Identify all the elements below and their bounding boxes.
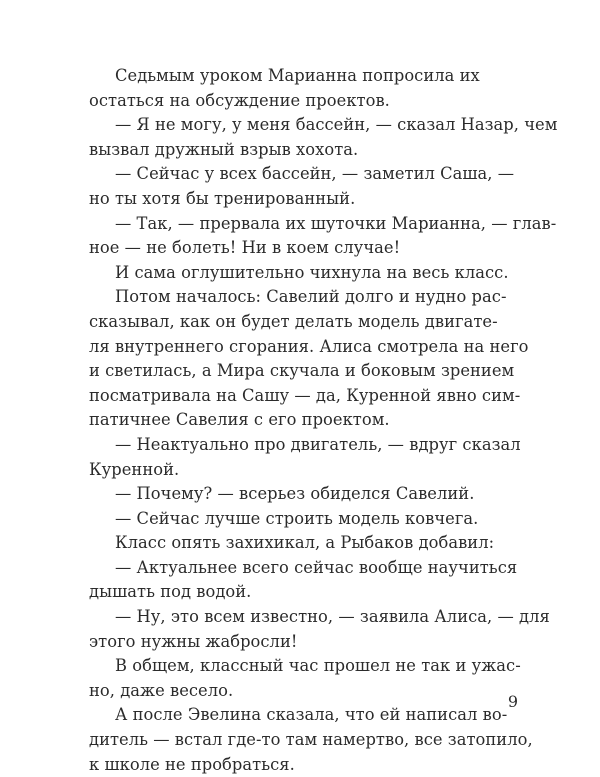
- text-line: — Сейчас лучше строить модель ковчега.: [115, 508, 479, 528]
- text-line: — Актуальнее всего сейчас вообще научиться: [115, 557, 518, 577]
- text-line: Класс опять захихикал, а Рыбаков добавил:: [115, 533, 495, 553]
- text-line: — Неактуально про двигатель, — вдруг сказал: [115, 434, 521, 454]
- text-line: дышать под водой.: [89, 582, 252, 602]
- text-line: дитель — встал где-то там намертво, все затопило,: [89, 730, 533, 750]
- text-line: Седьмым уроком Марианна попросила их: [115, 66, 480, 85]
- text-line: патичнее Савелия с его проектом.: [89, 410, 390, 430]
- text-line: В общем, классный час прошел не так и ужас-: [115, 656, 521, 676]
- text-line: сказывал, как он будет делать модель двигате-: [89, 311, 498, 331]
- text-line: вызвал дружный взрыв хохота.: [89, 139, 359, 159]
- text-line: И сама оглушительно чихнула на весь класс.: [115, 262, 509, 282]
- text-line: этого нужны жабросли!: [89, 631, 298, 651]
- text-line: к школе не пробраться.: [89, 754, 295, 774]
- text-line: — Почему? — всерьез обиделся Савелий.: [115, 484, 475, 504]
- text-line: Куренной.: [89, 459, 180, 479]
- page-number: 9: [507, 692, 518, 711]
- text-line: посматривала на Сашу — да, Куренной явно сим-: [89, 385, 521, 405]
- text-line: ля внутреннего сгорания. Алиса смотрела на него: [89, 336, 529, 356]
- text-line: остаться на обсуждение проектов.: [89, 90, 390, 110]
- text-line: Потом началось: Савелий долго и нудно рас-: [115, 287, 507, 307]
- text-line: и светилась, а Мира скучала и боковым зрением: [89, 361, 515, 381]
- text-line: но, даже весело.: [89, 680, 234, 700]
- text-line: — Я не могу, у меня бассейн, — сказал Назар, чем: [115, 115, 558, 135]
- page-body-text: [89, 64, 558, 777]
- text-line: ное — не болеть! Ни в коем случае!: [89, 238, 401, 258]
- text-line: — Так, — прервала их шуточки Марианна, — глав-: [115, 213, 557, 233]
- text-line: А после Эвелина сказала, что ей написал во-: [115, 705, 508, 725]
- text-line: но ты хотя бы тренированный.: [89, 188, 356, 208]
- text-line: — Ну, это всем известно, — заявила Алиса, — для: [115, 607, 550, 627]
- text-line: — Сейчас у всех бассейн, — заметил Саша, —: [115, 164, 515, 184]
